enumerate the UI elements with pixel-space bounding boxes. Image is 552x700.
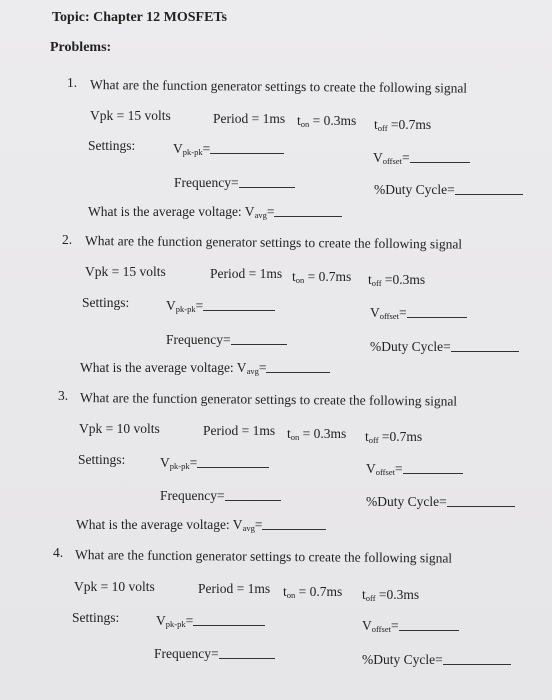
- problem-1-avg-field: What is the average voltage: $V_{avg}=$: [88, 204, 342, 220]
- problem-2-avg-blank[interactable]: [266, 360, 330, 373]
- problem-3-frequency-blank[interactable]: [225, 488, 281, 501]
- problem-3-number: 3.: [58, 388, 69, 403]
- problem-2-duty-field: %Duty Cycle=: [370, 339, 519, 355]
- problem-3-avg-blank[interactable]: [262, 517, 326, 530]
- problem-1-number: 1.: [67, 75, 78, 90]
- problem-1-avg-blank[interactable]: [274, 204, 342, 217]
- problem-3-frequency-field: Frequency=: [160, 488, 281, 504]
- problem-2-frequency-field: Frequency=: [166, 332, 287, 348]
- problem-3-voffset-field: $V_{offset}=$: [366, 461, 463, 477]
- problem-3-toff: $t_{off} =0.7ms$: [365, 429, 423, 445]
- problem-2-question: What are the function generator settings to create the following signal: [84, 233, 463, 252]
- problem-4-voffset-field: $V_{offset}=$: [362, 618, 459, 634]
- problem-1-voffset-blank[interactable]: [410, 150, 470, 163]
- problem-2-voffset-blank[interactable]: [407, 305, 467, 318]
- problem-3-settings-label: Settings:: [78, 452, 126, 467]
- problem-2-frequency-blank[interactable]: [231, 332, 287, 345]
- problem-1-vpp-field: $V_{pk-pk}=$: [173, 141, 284, 157]
- topic-heading: Topic: Chapter 12 MOSFETs: [52, 10, 227, 25]
- problem-2-duty-blank[interactable]: [451, 339, 519, 352]
- problem-2-voffset-field: $V_{offset}=$: [370, 305, 467, 321]
- problems-heading: Problems:: [50, 40, 112, 55]
- problem-2-number: 2.: [62, 232, 73, 247]
- problem-2-period: Period = 1ms: [210, 266, 283, 281]
- problem-1-frequency-field: Frequency=: [174, 175, 295, 191]
- problem-4-toff: $t_{off} =0.3ms$: [362, 587, 420, 603]
- problem-4-vpp-field: $V_{pk-pk}=$: [156, 613, 265, 629]
- problem-4-duty-blank[interactable]: [443, 652, 511, 665]
- problem-4-settings-label: Settings:: [72, 610, 120, 625]
- problem-2-ton: $t_{on} = 0.7ms$: [292, 269, 352, 285]
- problem-4-frequency-field: Frequency=: [154, 646, 275, 662]
- problem-4-duty-field: %Duty Cycle=: [362, 652, 511, 668]
- problem-3-ton: $t_{on} = 0.3ms$: [287, 426, 347, 442]
- problem-1-settings-label: Settings:: [88, 138, 136, 153]
- problem-4-vpp-blank[interactable]: [193, 613, 265, 626]
- problem-1-frequency-blank[interactable]: [239, 175, 295, 188]
- problem-4-ton: $t_{on} = 0.7ms$: [283, 584, 343, 600]
- problem-1-toff: $t_{off} =0.7ms$: [374, 117, 432, 133]
- problem-1-question: What are the function generator settings to create the following signal: [89, 77, 468, 96]
- problem-1-vpk: Vpk = 15 volts: [90, 108, 171, 123]
- problem-1-voffset-field: $V_{offset}=$: [373, 150, 470, 166]
- problem-4-period: Period = 1ms: [198, 581, 271, 596]
- problem-2-vpp-blank[interactable]: [203, 298, 275, 311]
- problem-2-toff: $t_{off} =0.3ms$: [368, 272, 426, 288]
- problem-3-question: What are the function generator settings to create the following signal: [79, 390, 458, 409]
- problem-3-vpk: Vpk = 10 volts: [79, 421, 160, 436]
- problem-2-settings-label: Settings:: [82, 295, 130, 310]
- problem-1-period: Period = 1ms: [213, 111, 286, 126]
- problem-3-vpp-blank[interactable]: [197, 455, 269, 468]
- problem-2-vpk: Vpk = 15 volts: [85, 264, 166, 279]
- problem-3-voffset-blank[interactable]: [403, 461, 463, 474]
- problem-3-avg-field: What is the average voltage: $V_{avg}=$: [76, 517, 326, 533]
- problem-1-ton: $t_{on} = 0.3ms$: [297, 113, 357, 129]
- problem-3-vpp-field: $V_{pk-pk}=$: [160, 455, 269, 471]
- problem-1-duty-blank[interactable]: [455, 182, 523, 195]
- problem-4-frequency-blank[interactable]: [219, 646, 275, 659]
- problem-2-vpp-field: $V_{pk-pk}=$: [166, 298, 275, 314]
- problem-2-avg-field: What is the average voltage: $V_{avg}=$: [80, 360, 330, 376]
- problem-4-voffset-blank[interactable]: [399, 618, 459, 631]
- problem-3-duty-field: %Duty Cycle=: [366, 494, 515, 510]
- problem-4-number: 4.: [53, 545, 64, 560]
- problem-3-duty-blank[interactable]: [447, 494, 515, 507]
- problem-1-duty-field: %Duty Cycle=: [374, 182, 523, 198]
- problem-4-question: What are the function generator settings to create the following signal: [74, 547, 453, 566]
- problem-3-period: Period = 1ms: [203, 423, 276, 438]
- problem-1-vpp-blank[interactable]: [210, 141, 284, 154]
- problem-4-vpk: Vpk = 10 volts: [74, 579, 155, 594]
